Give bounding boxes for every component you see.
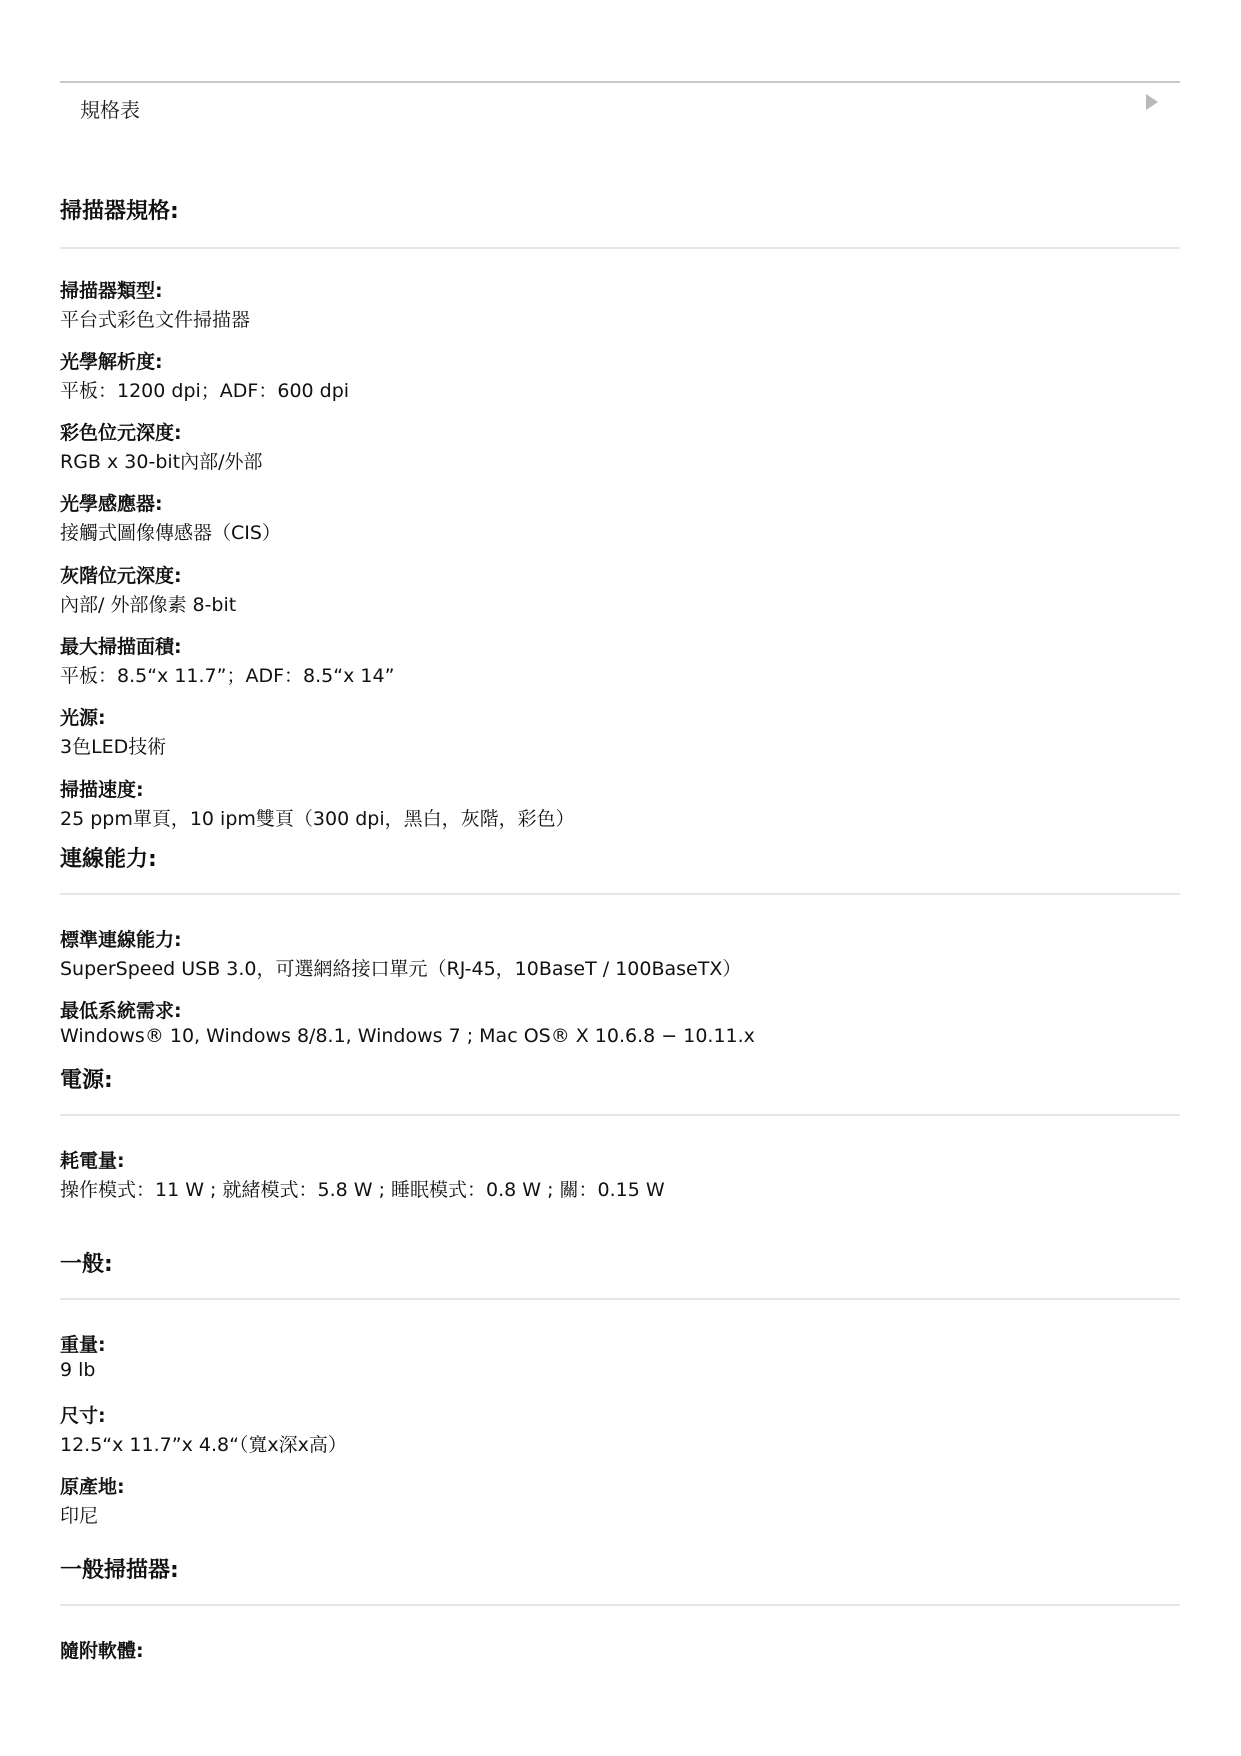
spec-value: Windows® 10, Windows 8/8.1, Windows 7 ; Mac OS® X 10.6.8 − 10.11.x [60,1025,755,1047]
spec-value: 12.5“x 11.7”x 4.8“（寬x深x高） [60,1434,347,1456]
section-title-scanner-specs: 掃描器規格: [60,199,179,224]
spec-label: 光源: [60,707,106,729]
spec-value: RGB x 30-bit內部/外部 [60,451,263,473]
spec-label: 標準連線能力: [60,929,182,951]
section-divider [60,1114,1180,1116]
spec-label: 彩色位元深度: [60,422,182,444]
spec-label: 掃描速度: [60,779,144,801]
section-divider [60,893,1180,895]
spec-label: 尺寸: [60,1405,106,1427]
spec-value: SuperSpeed USB 3.0，可選網絡接口單元（RJ-45，10BaseT / 100BaseTX） [60,958,742,980]
spec-value: 印尼 [60,1505,99,1527]
spec-value: 平台式彩色文件掃描器 [60,309,251,331]
section-title-power: 電源: [60,1068,113,1093]
section-title-general-scanner: 一般掃描器: [60,1558,179,1583]
spec-label: 原產地: [60,1476,125,1498]
spec-label: 隨附軟體: [60,1640,144,1662]
spec-tab[interactable] [60,88,1180,128]
section-divider [60,1298,1180,1300]
section-title-connectivity: 連線能力: [60,847,157,872]
spec-value: 平板：8.5“x 11.7”；ADF：8.5“x 14” [60,665,395,687]
spec-label: 光學解析度: [60,351,163,373]
spec-value: 平板：1200 dpi；ADF：600 dpi [60,380,350,402]
spec-label: 重量: [60,1334,106,1356]
spec-label: 最低系統需求: [60,1000,182,1022]
spec-value: 25 ppm單頁，10 ipm雙頁（300 dpi，黑白，灰階，彩色） [60,808,575,830]
spec-label: 灰階位元深度: [60,565,182,587]
spec-value: 9 lb [60,1359,96,1381]
section-title-general: 一般: [60,1252,113,1277]
spec-value: 內部/ 外部像素 8-bit [60,594,237,616]
spec-label: 光學感應器: [60,493,163,515]
spec-label: 掃描器類型: [60,280,163,302]
spec-value: 3色LED技術 [60,736,167,758]
section-divider [60,1604,1180,1606]
play-arrow-icon[interactable] [1146,94,1158,110]
spec-tab-label: 規格表 [80,98,140,122]
spec-label: 最大掃描面積: [60,636,182,658]
top-rule [60,81,1180,83]
spec-value: 操作模式：11 W ; 就緒模式：5.8 W ; 睡眠模式：0.8 W ; 關：0.15 W [60,1179,665,1201]
spec-value: 接觸式圖像傳感器（CIS） [60,522,281,544]
spec-label: 耗電量: [60,1150,125,1172]
section-divider [60,247,1180,249]
